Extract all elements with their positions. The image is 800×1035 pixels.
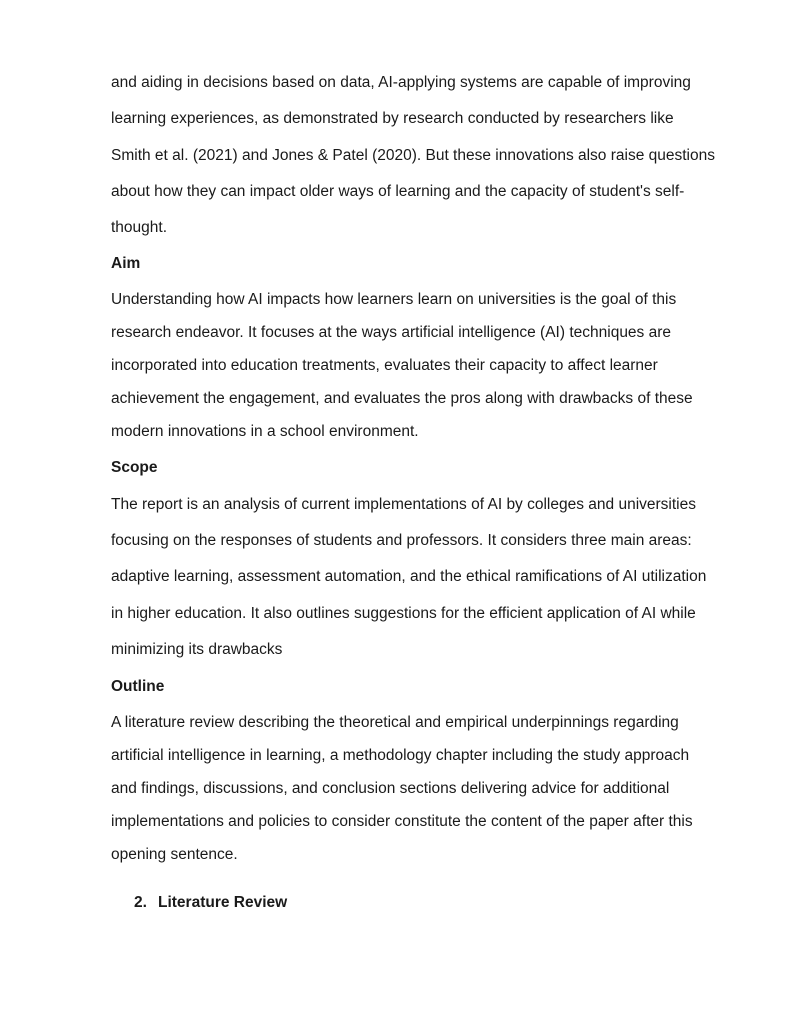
intro-line-2: learning experiences, as demonstrated by research conducted by researchers like	[111, 110, 674, 127]
aim-line-1: Understanding how AI impacts how learners learn on universities is the goal of this	[111, 291, 677, 308]
aim-line-3: incorporated into education treatments, evaluates their capacity to affect learner	[111, 357, 658, 374]
literature-review-heading	[134, 893, 287, 913]
scope-line-5: minimizing its drawbacks	[111, 641, 283, 658]
outline-line-5: opening sentence.	[111, 846, 238, 863]
scope-line-2: focusing on the responses of students and professors. It considers three main areas:	[111, 532, 692, 549]
aim-line-2: research endeavor. It focuses at the ways artificial intelligence (AI) techniques are	[111, 324, 672, 341]
intro-line-4: about how they can impact older ways of learning and the capacity of student's self-	[111, 183, 685, 200]
section-number: 2.	[134, 894, 147, 911]
intro-line-1: and aiding in decisions based on data, AI-applying systems are capable of improving	[111, 74, 691, 91]
aim-heading: Aim	[111, 255, 141, 272]
scope-line-3: adaptive learning, assessment automation, and the ethical ramifications of AI utilization	[111, 568, 707, 585]
intro-line-3: Smith et al. (2021) and Jones & Patel (2020). But these innovations also raise questions	[111, 147, 715, 164]
scope-line-4: in higher education. It also outlines suggestions for the efficient application of AI while	[111, 605, 696, 622]
outline-line-1: A literature review describing the theoretical and empirical underpinnings regarding	[111, 714, 679, 731]
scope-heading: Scope	[111, 459, 158, 476]
aim-line-5: modern innovations in a school environment.	[111, 423, 419, 440]
outline-line-4: implementations and policies to consider constitute the content of the paper after this	[111, 813, 693, 830]
section-title: Literature Review	[158, 894, 288, 911]
outline-line-2: artificial intelligence in learning, a methodology chapter including the study approach	[111, 747, 690, 764]
scope-line-1: The report is an analysis of current implementations of AI by colleges and universities	[111, 496, 696, 513]
outline-line-3: and findings, discussions, and conclusion sections delivering advice for additional	[111, 780, 670, 797]
aim-line-4: achievement the engagement, and evaluates the pros along with drawbacks of these	[111, 390, 693, 407]
outline-heading: Outline	[111, 678, 165, 695]
intro-line-5: thought.	[111, 219, 168, 236]
